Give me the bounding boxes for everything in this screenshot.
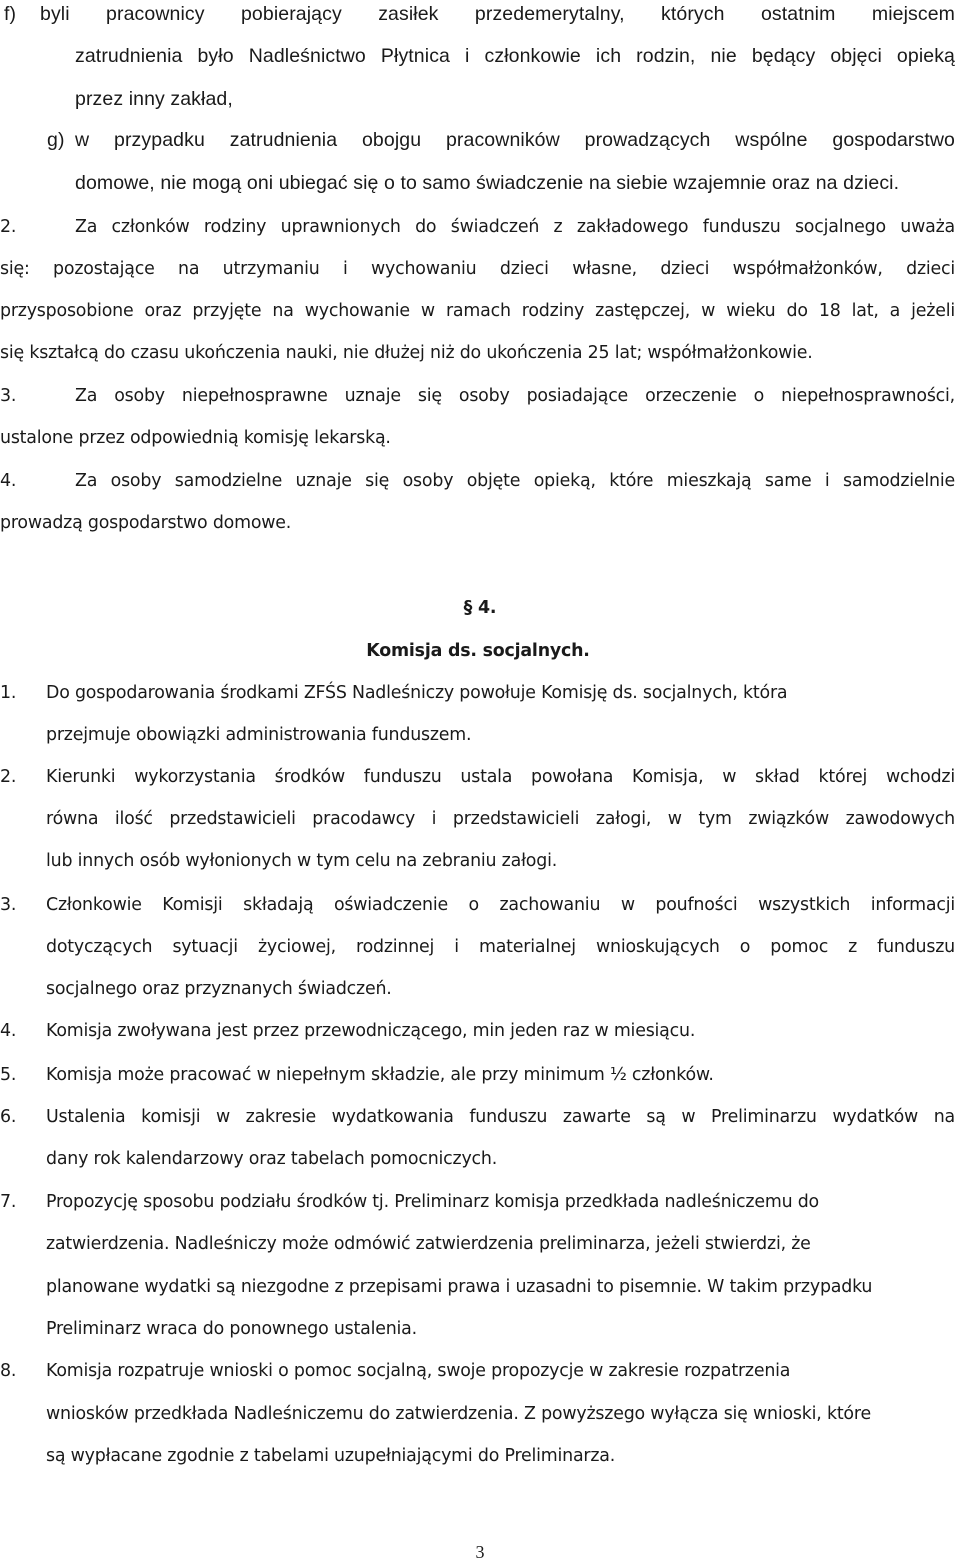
- text-line: Preliminarz wraca do ponownego ustalenia.: [46, 1319, 417, 1339]
- text-line: się: pozostające na utrzymaniu i wychowaniu dzieci własne, dzieci współmałżonków, dzieci: [0, 259, 955, 279]
- text-line: socjalnego oraz przyznanych świadczeń.: [46, 979, 392, 999]
- text-line: lub innych osób wyłonionych w tym celu na zebraniu załogi.: [46, 851, 558, 871]
- text-line: Do gospodarowania środkami ZFŚS Nadleśniczy powołuje Komisję ds. socjalnych, która: [46, 683, 788, 703]
- text-line: prowadzą gospodarstwo domowe.: [0, 513, 292, 533]
- text-line: zatwierdzenia. Nadleśniczy może odmówić zatwierdzenia preliminarza, jeżeli stwierdzi, że: [46, 1234, 811, 1254]
- text-line: Członkowie Komisji składają oświadczenie o zachowaniu w poufności wszystkich informacji: [46, 895, 955, 915]
- point-number: 4.: [0, 471, 17, 491]
- text-line: Komisja może pracować w niepełnym składzie, ale przy minimum ½ członków.: [46, 1065, 714, 1085]
- list-marker: f): [4, 3, 17, 25]
- text-line: dany rok kalendarzowy oraz tabelach pomocniczych.: [46, 1149, 498, 1169]
- item-number: 4.: [0, 1021, 17, 1041]
- section-heading: § 4.: [463, 598, 497, 618]
- text-line: Za osoby niepełnosprawne uznaje się osoby posiadające orzeczenie o niepełnosprawności,: [75, 386, 955, 406]
- page-number: 3: [475, 1542, 485, 1562]
- item-number: 1.: [0, 683, 17, 703]
- item-number: 5.: [0, 1065, 17, 1085]
- text-line: Kierunki wykorzystania środków funduszu ustala powołana Komisja, w skład której wchodzi: [46, 767, 955, 787]
- point-number: 2.: [0, 217, 17, 237]
- text-line: są wypłacane zgodnie z tabelami uzupełniającymi do Preliminarza.: [46, 1446, 616, 1466]
- text-line: ustalone przez odpowiednią komisję lekarską.: [0, 428, 391, 448]
- text-line: Komisja rozpatruje wnioski o pomoc socjalną, swoje propozycje w zakresie rozpatrzenia: [46, 1361, 791, 1381]
- item-number: 7.: [0, 1192, 17, 1212]
- text-line: Propozycję sposobu podziału środków tj. Preliminarz komisja przedkłada nadleśniczemu do: [46, 1192, 819, 1212]
- text-line: się kształcą do czasu ukończenia nauki, nie dłużej niż do ukończenia 25 lat; współmałżonkowie.: [0, 343, 813, 363]
- text-line: zatrudnienia było Nadleśnictwo Płytnica i członkowie ich rodzin, nie będący objęci opieką: [75, 45, 955, 67]
- text-line: Za osoby samodzielne uznaje się osoby objęte opieką, które mieszkają same i samodzielnie: [75, 471, 955, 491]
- text-line: Komisja zwoływana jest przez przewodniczącego, min jeden raz w miesiącu.: [46, 1021, 696, 1041]
- section-title: Komisja ds. socjalnych.: [366, 641, 590, 661]
- text-line: przejmuje obowiązki administrowania funduszem.: [46, 725, 472, 745]
- item-number: 3.: [0, 895, 17, 915]
- text-line: domowe, nie mogą oni ubiegać się o to samo świadczenie na siebie wzajemnie oraz na dzieci.: [75, 172, 900, 194]
- text-line: przez inny zakład,: [75, 88, 233, 110]
- text-line: wniosków przedkłada Nadleśniczemu do zatwierdzenia. Z powyższego wyłącza się wnioski, które: [46, 1404, 871, 1424]
- text-line: równa ilość przedstawicieli pracodawcy i przedstawicieli załogi, w tym związków zawodowych: [46, 809, 955, 829]
- text-line: przysposobione oraz przyjęte na wychowanie w ramach rodziny zastępczej, w wieku do 18 lat, a jeżeli: [0, 301, 955, 321]
- text-line: byli pracownicy pobierający zasiłek przedemerytalny, których ostatnim miejscem: [40, 3, 955, 25]
- text-line: Za członków rodziny uprawnionych do świadczeń z zakładowego funduszu socjalnego uważa: [75, 217, 955, 237]
- item-number: 8.: [0, 1361, 17, 1381]
- item-number: 6.: [0, 1107, 17, 1127]
- text-line: w przypadku zatrudnienia obojgu pracowników prowadzących wspólne gospodarstwo: [75, 129, 955, 151]
- text-line: planowane wydatki są niezgodne z przepisami prawa i uzasadni to pisemnie. W takim przypadku: [46, 1277, 873, 1297]
- text-line: Ustalenia komisji w zakresie wydatkowania funduszu zawarte są w Preliminarzu wydatków na: [46, 1107, 955, 1127]
- point-number: 3.: [0, 386, 17, 406]
- item-number: 2.: [0, 767, 17, 787]
- list-marker: g): [47, 129, 65, 151]
- text-line: dotyczących sytuacji życiowej, rodzinnej i materialnej wnioskujących o pomoc z funduszu: [46, 937, 955, 957]
